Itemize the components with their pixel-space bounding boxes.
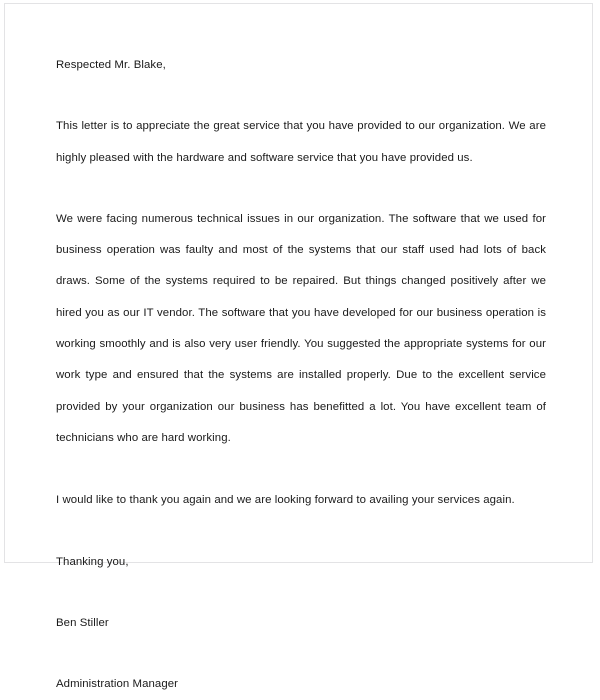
letter-paragraph-intro: This letter is to appreciate the great service that you have provided to our organization. We are highly pleased with the hardware and software service that you have provided us. (56, 120, 546, 164)
letter-paragraph-closing-remark: I would like to thank you again and we are looking forward to availing your services again. (56, 494, 515, 507)
letter-salutation: Respected Mr. Blake, (56, 59, 166, 71)
letter-closing: Thanking you, (56, 555, 129, 568)
letter-content (56, 50, 546, 700)
letter-paragraph-body: We were facing numerous technical issues in our organization. The software that we used for business operation was faulty and most of the systems that our staff used had lots of back draws. Some of the systems required to be repaired. But things changed positively after we hired you as our IT vendor. The software that you have developed for our business operation is working smoothly and is also very user friendly. You suggested the appropriate systems for our work type and ensured that the systems are installed properly. Due to the excellent service provided by your organization our business has benefitted a lot. You have excellent team of technicians who are hard working. (56, 212, 546, 444)
signature-name: Ben Stiller (56, 616, 109, 629)
document-page (4, 3, 593, 691)
signature-title: Administration Manager (56, 678, 179, 691)
